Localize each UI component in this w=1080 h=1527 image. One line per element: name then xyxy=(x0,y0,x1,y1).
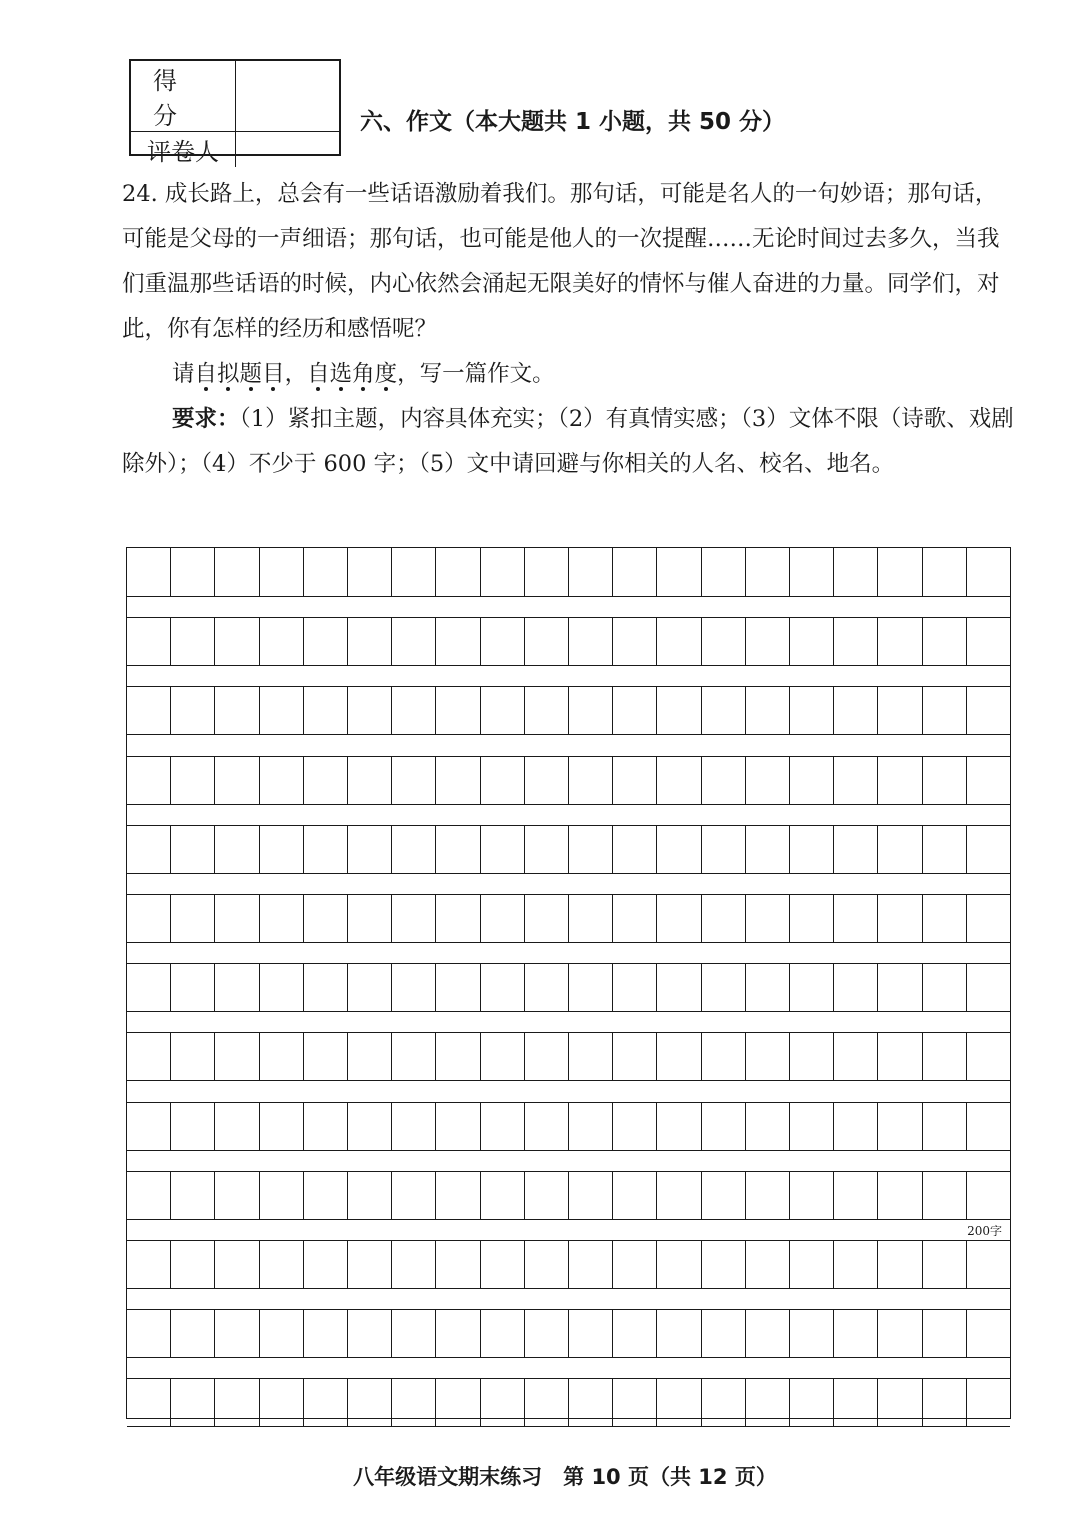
grid-cell[interactable] xyxy=(657,1310,701,1357)
grid-cell[interactable] xyxy=(878,1033,922,1080)
grid-cell[interactable] xyxy=(304,548,348,596)
grid-cell[interactable] xyxy=(260,1172,304,1219)
grid-cell[interactable] xyxy=(923,1379,967,1426)
grid-cell[interactable] xyxy=(613,1172,657,1219)
grid-cell[interactable] xyxy=(392,618,436,665)
grid-row[interactable] xyxy=(127,1102,1010,1151)
grid-cell[interactable] xyxy=(304,895,348,942)
grid-cell[interactable] xyxy=(657,618,701,665)
instruction-line xyxy=(122,352,1017,397)
grid-cell[interactable] xyxy=(790,1103,834,1150)
grid-cell[interactable] xyxy=(790,1241,834,1288)
grid-cell[interactable] xyxy=(127,826,171,873)
grid-cell[interactable] xyxy=(525,1172,569,1219)
grid-cell[interactable] xyxy=(569,1241,613,1288)
grid-cell[interactable] xyxy=(657,1033,701,1080)
grid-cell[interactable] xyxy=(392,687,436,734)
grid-cell[interactable] xyxy=(878,895,922,942)
score-box xyxy=(129,59,341,166)
grid-cell[interactable] xyxy=(304,1103,348,1150)
grid-cell[interactable] xyxy=(967,687,1010,734)
grid-cell[interactable] xyxy=(260,548,304,596)
grid-row[interactable] xyxy=(127,1240,1010,1289)
grid-row[interactable] xyxy=(127,1309,1010,1358)
question-prompt xyxy=(122,172,1017,487)
grid-cell[interactable] xyxy=(613,1033,657,1080)
requirements-label: 要求： xyxy=(172,406,240,432)
grid-cell[interactable] xyxy=(127,618,171,665)
grid-cell[interactable] xyxy=(127,1241,171,1288)
grid-cell[interactable] xyxy=(702,687,746,734)
grid-cell[interactable] xyxy=(215,757,259,804)
grid-cell[interactable] xyxy=(923,618,967,665)
grid-cell[interactable] xyxy=(746,1241,790,1288)
grid-cell[interactable] xyxy=(923,1310,967,1357)
grid-cell[interactable] xyxy=(436,1033,480,1080)
grid-cell[interactable] xyxy=(878,1103,922,1150)
grid-cell[interactable] xyxy=(834,1310,878,1357)
grid-cell[interactable] xyxy=(702,1033,746,1080)
grid-cell[interactable] xyxy=(790,1172,834,1219)
grid-cell[interactable] xyxy=(436,1379,480,1426)
grid-cell[interactable] xyxy=(171,618,215,665)
grid-cell[interactable] xyxy=(746,1103,790,1150)
grid-cell[interactable] xyxy=(436,895,480,942)
question-paragraph: 24. 成长路上，总会有一些话语激励着我们。那句话，可能是名人的一句妙语；那句话，可能是父母的一声细语；那句话，也可能是他人的一次提醒……无论时间过去多久，当我们重温那些话语的时候，内心依然会涌起无限美好的情怀与催人奋进的力量。同学们，对此，你有怎样的经历和感悟呢？ xyxy=(122,181,1000,342)
grid-cell[interactable] xyxy=(436,687,480,734)
grid-cell[interactable] xyxy=(746,618,790,665)
grid-cell[interactable] xyxy=(569,1379,613,1426)
grid-cell[interactable] xyxy=(878,1172,922,1219)
grid-cell[interactable] xyxy=(878,757,922,804)
grid-cell[interactable] xyxy=(260,757,304,804)
grid-cell[interactable] xyxy=(348,826,392,873)
grid-cell[interactable] xyxy=(657,757,701,804)
grid-cell[interactable] xyxy=(392,1379,436,1426)
grid-cell[interactable] xyxy=(790,687,834,734)
grid-cell[interactable] xyxy=(746,895,790,942)
grid-cell[interactable] xyxy=(304,1310,348,1357)
grid-cell[interactable] xyxy=(746,1310,790,1357)
grid-row[interactable] xyxy=(127,548,1010,597)
grid-cell[interactable] xyxy=(481,1103,525,1150)
grid-cell[interactable] xyxy=(171,964,215,1011)
grid-cell[interactable] xyxy=(923,1103,967,1150)
grid-cell[interactable] xyxy=(481,826,525,873)
grid-cell[interactable] xyxy=(481,1241,525,1288)
grid-cell[interactable] xyxy=(790,1379,834,1426)
grid-cell[interactable] xyxy=(260,1033,304,1080)
grid-cell[interactable] xyxy=(348,964,392,1011)
grid-cell[interactable] xyxy=(436,826,480,873)
grid-cell[interactable] xyxy=(436,548,480,596)
grid-cell[interactable] xyxy=(967,757,1010,804)
instruction-part: ， xyxy=(284,361,308,387)
grid-cell[interactable] xyxy=(878,1241,922,1288)
grid-cell[interactable] xyxy=(923,548,967,596)
grid-row[interactable] xyxy=(127,963,1010,1012)
grid-cell[interactable] xyxy=(569,1103,613,1150)
grid-cell[interactable] xyxy=(348,895,392,942)
grid-cell[interactable] xyxy=(260,1379,304,1426)
grid-cell[interactable] xyxy=(878,826,922,873)
grid-cell[interactable] xyxy=(790,548,834,596)
grid-cell[interactable] xyxy=(834,687,878,734)
grid-cell[interactable] xyxy=(923,964,967,1011)
grid-cell[interactable] xyxy=(304,757,348,804)
grid-cell[interactable] xyxy=(127,548,171,596)
grid-cell[interactable] xyxy=(436,1310,480,1357)
grid-cell[interactable] xyxy=(834,1033,878,1080)
grid-cell[interactable] xyxy=(613,1103,657,1150)
grid-cell[interactable] xyxy=(834,618,878,665)
grid-cell[interactable] xyxy=(878,618,922,665)
grid-cell[interactable] xyxy=(834,895,878,942)
grid-cell[interactable] xyxy=(260,1310,304,1357)
grid-cell[interactable] xyxy=(569,964,613,1011)
grid-row[interactable] xyxy=(127,825,1010,874)
section-title: 六、作文（本大题共 1 小题，共 50 分） xyxy=(360,109,786,135)
grid-cell[interactable] xyxy=(702,618,746,665)
grid-cell[interactable] xyxy=(878,687,922,734)
grid-row[interactable] xyxy=(127,894,1010,943)
grid-cell[interactable] xyxy=(613,895,657,942)
grid-cell[interactable] xyxy=(569,895,613,942)
grid-cell[interactable] xyxy=(525,826,569,873)
grid-cell[interactable] xyxy=(392,826,436,873)
grid-cell[interactable] xyxy=(657,1103,701,1150)
instruction-part: 请 xyxy=(172,361,195,387)
grid-cell[interactable] xyxy=(967,1172,1010,1219)
grid-cell[interactable] xyxy=(392,1033,436,1080)
grid-cell[interactable] xyxy=(746,1033,790,1080)
grid-cell[interactable] xyxy=(923,687,967,734)
grid-cell[interactable] xyxy=(215,618,259,665)
grid-cell[interactable] xyxy=(215,1241,259,1288)
grid-cell[interactable] xyxy=(171,826,215,873)
grid-cell[interactable] xyxy=(878,964,922,1011)
grid-cell[interactable] xyxy=(304,1033,348,1080)
grid-cell[interactable] xyxy=(746,757,790,804)
grid-cell[interactable] xyxy=(260,964,304,1011)
grid-cell[interactable] xyxy=(525,1310,569,1357)
grid-cell[interactable] xyxy=(215,964,259,1011)
grid-cell[interactable] xyxy=(215,548,259,596)
grid-cell[interactable] xyxy=(746,1379,790,1426)
grid-cell[interactable] xyxy=(260,895,304,942)
grid-cell[interactable] xyxy=(304,1379,348,1426)
grid-cell[interactable] xyxy=(215,1172,259,1219)
grader-value-field[interactable] xyxy=(236,132,339,167)
grid-cell[interactable] xyxy=(746,548,790,596)
grid-cell[interactable] xyxy=(569,1033,613,1080)
grid-cell[interactable] xyxy=(834,757,878,804)
char-count-marker: 200字 xyxy=(967,1223,1002,1238)
grid-cell[interactable] xyxy=(790,826,834,873)
grid-cell[interactable] xyxy=(569,1172,613,1219)
grid-cell[interactable] xyxy=(967,1103,1010,1150)
grid-cell[interactable] xyxy=(923,1172,967,1219)
grid-cell[interactable] xyxy=(702,895,746,942)
grid-cell[interactable] xyxy=(260,826,304,873)
grid-cell[interactable] xyxy=(878,1310,922,1357)
grid-cell[interactable] xyxy=(171,1033,215,1080)
grid-cell[interactable] xyxy=(127,1033,171,1080)
grid-row[interactable] xyxy=(127,1378,1010,1427)
grid-cell[interactable] xyxy=(215,1310,259,1357)
grid-cell[interactable] xyxy=(436,1241,480,1288)
grid-cell[interactable] xyxy=(481,687,525,734)
grid-cell[interactable] xyxy=(215,1103,259,1150)
grid-cell[interactable] xyxy=(127,964,171,1011)
grid-cell[interactable] xyxy=(525,548,569,596)
grid-cell[interactable] xyxy=(171,1310,215,1357)
grid-cell[interactable] xyxy=(702,757,746,804)
grid-cell[interactable] xyxy=(260,687,304,734)
grid-cell[interactable] xyxy=(702,1310,746,1357)
grid-cell[interactable] xyxy=(171,757,215,804)
grid-cell[interactable] xyxy=(215,687,259,734)
grid-cell[interactable] xyxy=(127,1172,171,1219)
grid-cell[interactable] xyxy=(127,687,171,734)
grid-cell[interactable] xyxy=(657,1379,701,1426)
grid-cell[interactable] xyxy=(348,757,392,804)
grid-cell[interactable] xyxy=(923,895,967,942)
grid-cell[interactable] xyxy=(171,548,215,596)
grid-cell[interactable] xyxy=(967,1241,1010,1288)
grid-cell[interactable] xyxy=(967,548,1010,596)
grid-cell[interactable] xyxy=(702,1379,746,1426)
grid-cell[interactable] xyxy=(304,826,348,873)
instruction-part: ，写一篇作文。 xyxy=(397,361,555,387)
grid-cell[interactable] xyxy=(304,687,348,734)
grid-cell[interactable] xyxy=(436,618,480,665)
grid-cell[interactable] xyxy=(348,1033,392,1080)
grid-cell[interactable] xyxy=(967,1379,1010,1426)
grid-cell[interactable] xyxy=(967,1310,1010,1357)
grid-cell[interactable] xyxy=(613,1379,657,1426)
grid-cell[interactable] xyxy=(215,826,259,873)
grid-cell[interactable] xyxy=(481,1033,525,1080)
grid-cell[interactable] xyxy=(525,1241,569,1288)
grid-cell[interactable] xyxy=(525,964,569,1011)
grid-cell[interactable] xyxy=(613,964,657,1011)
grid-cell[interactable] xyxy=(967,826,1010,873)
requirements-text: （1）紧扣主题，内容具体充实；（2）有真情实感；（3）文体不限（诗歌、戏剧除外）；（4）不少于 600 字；（5）文中请回避与你相关的人名、校名、地名。 xyxy=(122,406,1014,477)
grid-cell[interactable] xyxy=(613,1310,657,1357)
grid-cell[interactable] xyxy=(481,1172,525,1219)
grid-cell[interactable] xyxy=(613,687,657,734)
grid-cell[interactable] xyxy=(702,548,746,596)
grid-cell[interactable] xyxy=(436,1172,480,1219)
grid-cell[interactable] xyxy=(923,1241,967,1288)
grid-cell[interactable] xyxy=(657,687,701,734)
grid-cell[interactable] xyxy=(260,1241,304,1288)
grid-cell[interactable] xyxy=(613,826,657,873)
grid-cell[interactable] xyxy=(348,548,392,596)
grid-cell[interactable] xyxy=(525,618,569,665)
grid-cell[interactable] xyxy=(171,1172,215,1219)
grid-cell[interactable] xyxy=(481,548,525,596)
writing-grid[interactable] xyxy=(126,547,1011,1419)
grid-cell[interactable] xyxy=(923,826,967,873)
grid-cell[interactable] xyxy=(967,618,1010,665)
grid-cell[interactable] xyxy=(348,1103,392,1150)
grid-cell[interactable] xyxy=(348,1310,392,1357)
grid-cell[interactable] xyxy=(436,1103,480,1150)
grid-cell[interactable] xyxy=(569,826,613,873)
grid-cell[interactable] xyxy=(923,1033,967,1080)
grid-cell[interactable] xyxy=(127,1310,171,1357)
grid-cell[interactable] xyxy=(569,618,613,665)
grid-cell[interactable] xyxy=(525,1379,569,1426)
grid-cell[interactable] xyxy=(481,757,525,804)
grid-cell[interactable] xyxy=(790,757,834,804)
grid-cell[interactable] xyxy=(260,618,304,665)
grid-cell[interactable] xyxy=(834,1379,878,1426)
grid-cell[interactable] xyxy=(348,1172,392,1219)
grid-cell[interactable] xyxy=(967,895,1010,942)
grid-cell[interactable] xyxy=(348,1379,392,1426)
grid-cell[interactable] xyxy=(436,964,480,1011)
grid-cell[interactable] xyxy=(967,1033,1010,1080)
grid-cell[interactable] xyxy=(613,757,657,804)
grid-cell[interactable] xyxy=(569,757,613,804)
page-footer: 八年级语文期末练习 第 10 页（共 12 页） xyxy=(353,1465,777,1489)
grid-cell[interactable] xyxy=(392,757,436,804)
grid-cell[interactable] xyxy=(613,548,657,596)
score-value-field[interactable] xyxy=(236,61,339,132)
grid-cell[interactable] xyxy=(834,964,878,1011)
grid-row[interactable] xyxy=(127,686,1010,735)
grid-cell[interactable] xyxy=(967,964,1010,1011)
grid-cell[interactable] xyxy=(127,757,171,804)
grid-cell[interactable] xyxy=(304,1241,348,1288)
grid-cell[interactable] xyxy=(657,1172,701,1219)
grid-cell[interactable] xyxy=(348,618,392,665)
grid-cell[interactable] xyxy=(481,618,525,665)
grid-cell[interactable] xyxy=(304,618,348,665)
grid-cell[interactable] xyxy=(746,826,790,873)
grid-cell[interactable] xyxy=(127,1379,171,1426)
grid-cell[interactable] xyxy=(481,1379,525,1426)
grid-cell[interactable] xyxy=(569,548,613,596)
grid-cell[interactable] xyxy=(392,1310,436,1357)
grid-cell[interactable] xyxy=(171,895,215,942)
emphasis-own-title: 自拟题目 xyxy=(194,361,285,387)
grid-cell[interactable] xyxy=(790,895,834,942)
grid-cell[interactable] xyxy=(525,757,569,804)
grid-cell[interactable] xyxy=(215,895,259,942)
grid-cell[interactable] xyxy=(171,1103,215,1150)
grid-cell[interactable] xyxy=(481,964,525,1011)
grader-label: 评卷人 xyxy=(131,132,236,167)
grid-cell[interactable] xyxy=(127,1103,171,1150)
grid-cell[interactable] xyxy=(171,1379,215,1426)
grid-cell[interactable] xyxy=(657,826,701,873)
grid-cell[interactable] xyxy=(834,1103,878,1150)
score-label: 得分 xyxy=(131,61,236,132)
grid-cell[interactable] xyxy=(613,618,657,665)
grid-cell[interactable] xyxy=(834,548,878,596)
grid-cell[interactable] xyxy=(834,1241,878,1288)
grid-cell[interactable] xyxy=(392,1103,436,1150)
grid-cell[interactable] xyxy=(790,618,834,665)
grid-cell[interactable] xyxy=(525,895,569,942)
grid-cell[interactable] xyxy=(657,964,701,1011)
grid-cell[interactable] xyxy=(481,895,525,942)
grid-row[interactable] xyxy=(127,1171,1010,1220)
grid-cell[interactable] xyxy=(790,1033,834,1080)
grid-cell[interactable] xyxy=(878,1379,922,1426)
grid-cell[interactable] xyxy=(171,687,215,734)
grid-cell[interactable] xyxy=(525,687,569,734)
grid-cell[interactable] xyxy=(834,826,878,873)
grid-cell[interactable] xyxy=(171,1241,215,1288)
grid-cell[interactable] xyxy=(702,1103,746,1150)
grid-cell[interactable] xyxy=(215,1033,259,1080)
grid-cell[interactable] xyxy=(304,964,348,1011)
grid-cell[interactable] xyxy=(525,1033,569,1080)
grid-cell[interactable] xyxy=(702,1172,746,1219)
requirements xyxy=(122,397,1017,487)
grid-cell[interactable] xyxy=(215,1379,259,1426)
grid-cell[interactable] xyxy=(746,687,790,734)
grid-cell[interactable] xyxy=(657,895,701,942)
grid-cell[interactable] xyxy=(702,964,746,1011)
grid-cell[interactable] xyxy=(657,548,701,596)
grid-cell[interactable] xyxy=(348,1241,392,1288)
grid-cell[interactable] xyxy=(878,548,922,596)
grid-cell[interactable] xyxy=(392,1172,436,1219)
grid-cell[interactable] xyxy=(746,1172,790,1219)
grid-cell[interactable] xyxy=(790,964,834,1011)
grid-cell[interactable] xyxy=(260,1103,304,1150)
grid-cell[interactable] xyxy=(436,757,480,804)
grid-row[interactable] xyxy=(127,617,1010,666)
grid-cell[interactable] xyxy=(392,548,436,596)
grid-cell[interactable] xyxy=(657,1241,701,1288)
grid-cell[interactable] xyxy=(392,895,436,942)
grid-cell[interactable] xyxy=(348,687,392,734)
grid-cell[interactable] xyxy=(127,895,171,942)
grid-cell[interactable] xyxy=(392,1241,436,1288)
grid-cell[interactable] xyxy=(790,1310,834,1357)
grid-cell[interactable] xyxy=(613,1241,657,1288)
emphasis-own-angle: 自选角度 xyxy=(307,361,398,387)
grid-row[interactable] xyxy=(127,756,1010,805)
grid-cell[interactable] xyxy=(569,687,613,734)
grid-cell[interactable] xyxy=(525,1103,569,1150)
grid-row[interactable] xyxy=(127,1032,1010,1081)
grid-cell[interactable] xyxy=(834,1172,878,1219)
grid-cell[interactable] xyxy=(702,826,746,873)
grid-cell[interactable] xyxy=(569,1310,613,1357)
grid-cell[interactable] xyxy=(481,1310,525,1357)
grid-cell[interactable] xyxy=(702,1241,746,1288)
grid-cell[interactable] xyxy=(923,757,967,804)
grid-cell[interactable] xyxy=(304,1172,348,1219)
grid-cell[interactable] xyxy=(746,964,790,1011)
grid-cell[interactable] xyxy=(392,964,436,1011)
